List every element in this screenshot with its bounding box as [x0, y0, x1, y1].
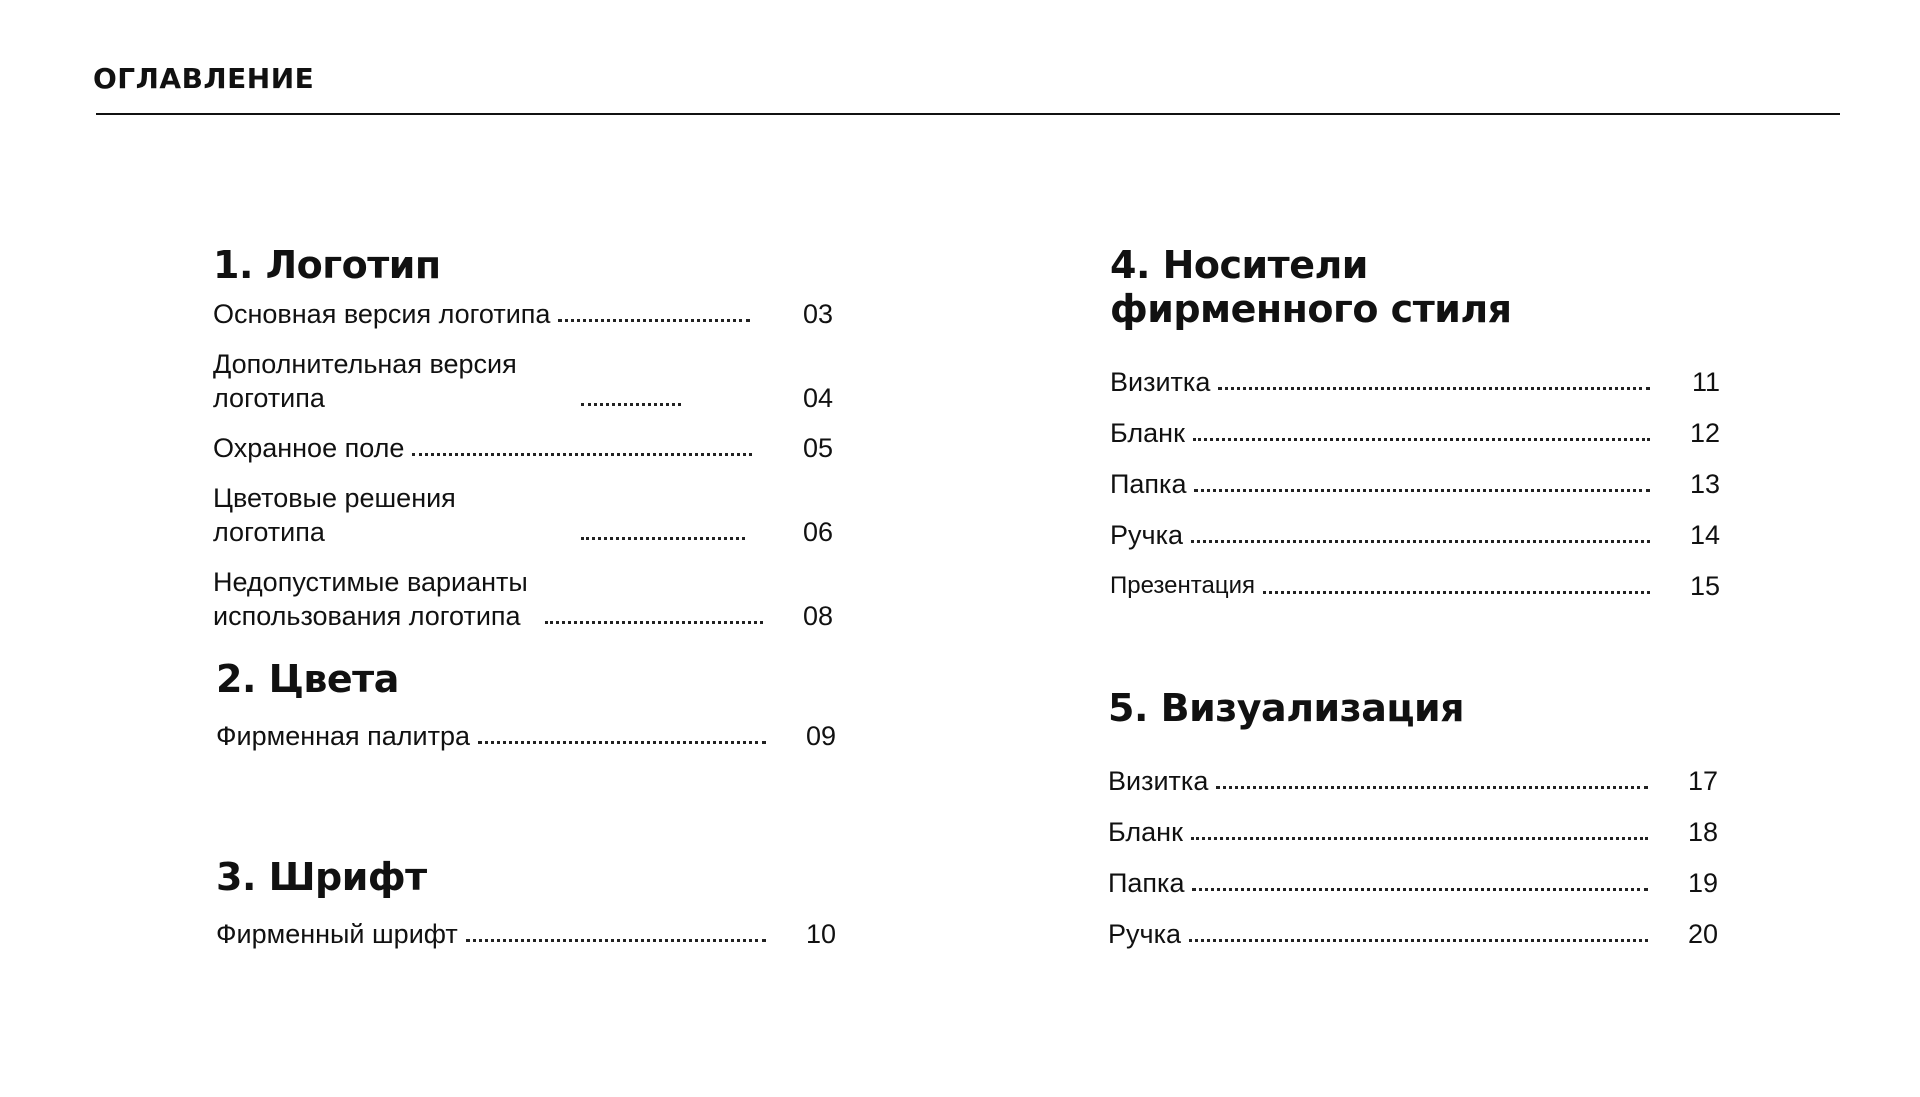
- dot-leader: [1194, 489, 1650, 492]
- toc-entry[interactable]: [213, 565, 833, 633]
- toc-entry[interactable]: [1110, 467, 1720, 501]
- toc-entry[interactable]: [1108, 815, 1718, 849]
- page-number: 19: [1687, 868, 1718, 898]
- entry-text: Визитка: [1108, 766, 1209, 796]
- dot-leader: [581, 537, 745, 540]
- entry-text: Дополнительная версия логотипа: [213, 349, 517, 413]
- entry-list: [216, 719, 836, 753]
- page-number: 14: [1689, 520, 1720, 550]
- dot-leader: [412, 453, 752, 456]
- toc-entry[interactable]: [216, 917, 836, 951]
- entry-list: [216, 917, 836, 951]
- toc-entry[interactable]: [1110, 518, 1720, 552]
- dot-leader: [1191, 837, 1648, 840]
- dot-leader: [581, 403, 681, 406]
- dot-leader: [1193, 438, 1650, 441]
- dot-leader: [478, 741, 766, 744]
- section-font: [216, 855, 836, 951]
- page-number: 03: [802, 299, 833, 329]
- toc-entry[interactable]: [1110, 416, 1720, 450]
- entry-text: Фирменная палитра: [216, 721, 471, 751]
- entry-text: Бланк: [1110, 418, 1185, 448]
- dot-leader: [1216, 786, 1648, 789]
- section-colors: [216, 657, 836, 753]
- page-number: 17: [1687, 766, 1718, 796]
- dot-leader: [558, 319, 750, 322]
- entry-text: Цветовые решения логотипа: [213, 483, 456, 547]
- toc-entry[interactable]: [1108, 764, 1718, 798]
- section-heading: 2. Цвета: [216, 657, 399, 701]
- toc-entry[interactable]: [213, 431, 833, 465]
- dot-leader: [545, 621, 763, 624]
- page-title: ОГЛАВЛЕНИЕ: [93, 62, 315, 95]
- dot-leader: [1218, 387, 1650, 390]
- section-visualization: [1108, 686, 1718, 968]
- title-divider: [96, 113, 1840, 115]
- section-brand-media: [1110, 243, 1720, 620]
- page-number: 15: [1689, 571, 1720, 601]
- page-number: 12: [1689, 418, 1720, 448]
- section-heading: 4. Носители фирменного стиля: [1110, 243, 1512, 331]
- section-heading: 5. Визуализация: [1108, 686, 1465, 730]
- page-number: 20: [1687, 919, 1718, 949]
- toc-entry[interactable]: [213, 297, 833, 331]
- entry-text: Презентация: [1110, 572, 1255, 599]
- section-heading: 1. Логотип: [213, 243, 441, 287]
- page-number: 10: [805, 919, 836, 949]
- entry-text: Ручка: [1110, 520, 1183, 550]
- entry-text: Основная версия логотипа: [213, 299, 551, 329]
- dot-leader: [1192, 888, 1648, 891]
- entry-list: [213, 297, 833, 633]
- entry-list: [1108, 764, 1718, 951]
- page-number: 18: [1687, 817, 1718, 847]
- entry-list: [1110, 365, 1720, 603]
- dot-leader: [1263, 591, 1650, 594]
- entry-text: Папка: [1108, 868, 1185, 898]
- section-heading: 3. Шрифт: [216, 855, 427, 899]
- toc-entry[interactable]: [1110, 569, 1720, 603]
- page-number: 11: [1691, 367, 1720, 397]
- section-logo: [213, 243, 833, 649]
- page-number: 08: [802, 601, 833, 631]
- toc-entry[interactable]: [1110, 365, 1720, 399]
- entry-text: Ручка: [1108, 919, 1181, 949]
- toc-entry[interactable]: [213, 347, 833, 415]
- dot-leader: [1191, 540, 1650, 543]
- entry-text: Недопустимые варианты использования логотипа: [213, 567, 528, 631]
- entry-text: Визитка: [1110, 367, 1211, 397]
- dot-leader: [1189, 939, 1648, 942]
- page-number: 04: [802, 383, 833, 413]
- toc-entry[interactable]: [1108, 866, 1718, 900]
- page-number: 06: [802, 517, 833, 547]
- toc-entry[interactable]: [1108, 917, 1718, 951]
- entry-text: Папка: [1110, 469, 1187, 499]
- entry-text: Фирменный шрифт: [216, 919, 458, 949]
- dot-leader: [466, 939, 766, 942]
- toc-entry[interactable]: [213, 481, 833, 549]
- page-number: 13: [1689, 469, 1720, 499]
- page-number: 09: [805, 721, 836, 751]
- entry-text: Охранное поле: [213, 433, 405, 463]
- page-number: 05: [802, 433, 833, 463]
- entry-text: Бланк: [1108, 817, 1183, 847]
- toc-entry[interactable]: [216, 719, 836, 753]
